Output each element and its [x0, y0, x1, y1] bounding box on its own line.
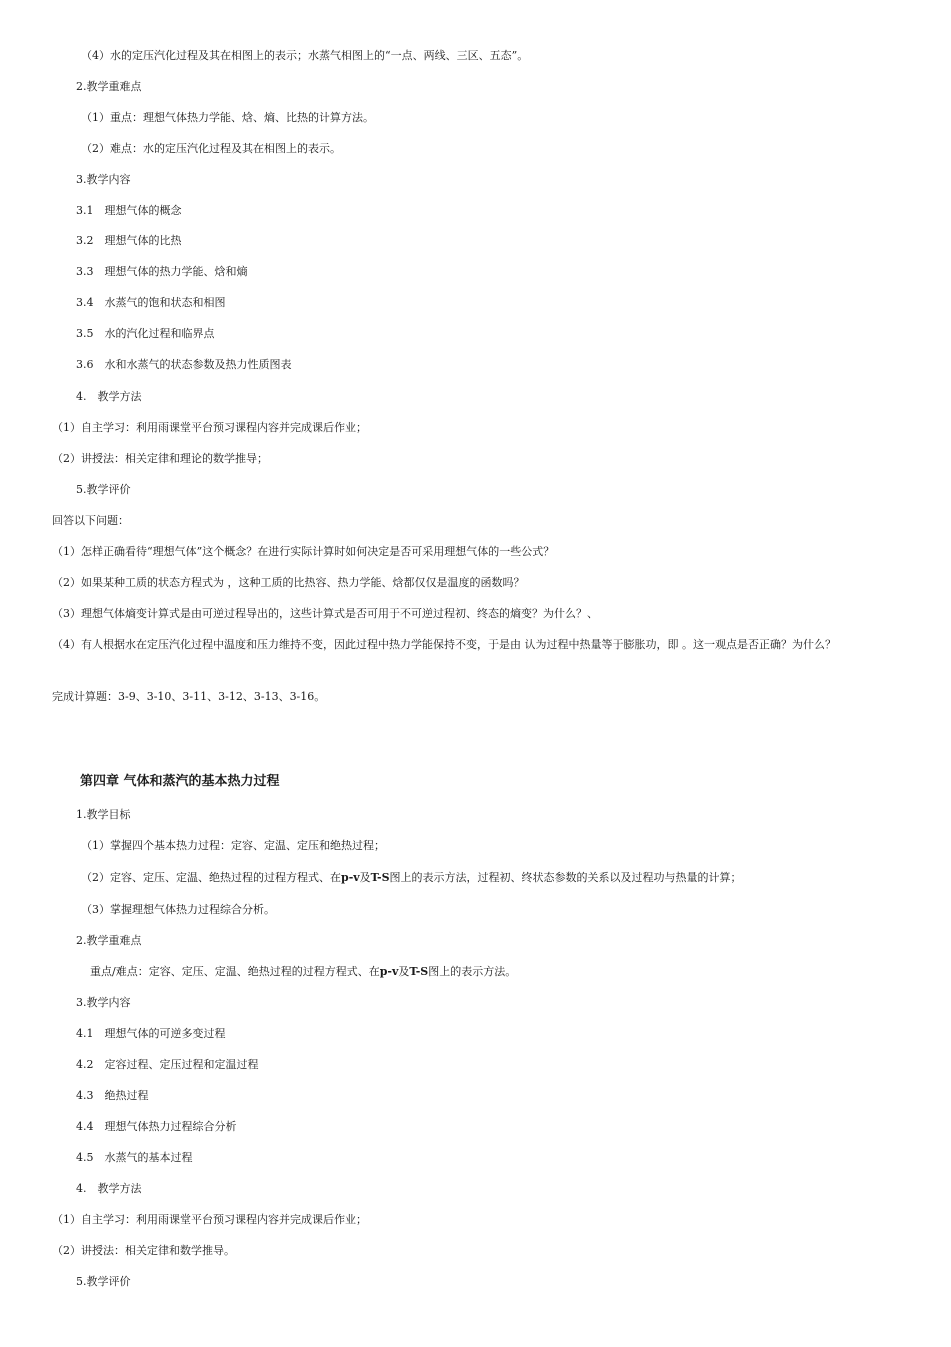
pv-label: p-v: [341, 871, 360, 884]
objective-item: （3）掌握理想气体热力过程综合分析。: [81, 903, 275, 916]
question-item: （2）如果某种工质的状态方程式为 ，这种工质的比热容、热力学能、焓都仅仅是温度的函数吗？: [52, 576, 525, 589]
objective-text: 及: [359, 871, 371, 884]
pv-label: p-v: [379, 965, 399, 978]
content-item: 3.5 水的汽化过程和临界点: [76, 327, 215, 340]
content-heading: 3.教学内容: [76, 996, 131, 1009]
chapter-title: 第四章 气体和蒸汽的基本热力过程: [80, 774, 280, 789]
objective-text: 图上的表示方法，过程初、终状态参数的关系以及过程功与热量的计算；: [389, 871, 742, 884]
objective-item: （1）掌握四个基本热力过程：定容、定温、定压和绝热过程；: [81, 839, 385, 852]
methods-heading: 4. 教学方法: [76, 1182, 142, 1195]
objective-text: （2）定容、定压、定温、绝热过程的过程方程式、在: [81, 871, 341, 884]
difficult-point: （2）难点：水的定压汽化过程及其在相图上的表示。: [81, 142, 341, 155]
method-item: （2）讲授法：相关定律和数学推导。: [52, 1244, 235, 1257]
key-point-text: 及: [398, 965, 410, 978]
key-point: （1）重点：理想气体热力学能、焓、熵、比热的计算方法。: [81, 111, 374, 124]
key-point-text: 图上的表示方法。: [428, 965, 517, 978]
content-item: 4.4 理想气体热力过程综合分析: [76, 1120, 237, 1133]
key-point-text: 重点/难点：定容、定压、定温、绝热过程的过程方程式、在: [90, 965, 380, 978]
content-item: 3.3 理想气体的热力学能、焓和熵: [76, 265, 248, 278]
content-item: 4.5 水蒸气的基本过程: [76, 1151, 193, 1164]
key-points-heading: 2.教学重难点: [76, 934, 142, 947]
content-item: 3.4 水蒸气的饱和状态和相图: [76, 296, 226, 309]
key-point: [90, 964, 516, 980]
questions-intro: 回答以下问题：: [52, 514, 129, 527]
content-item: 3.1 理想气体的概念: [76, 204, 182, 217]
content-item: 3.2 理想气体的比热: [76, 234, 182, 247]
content-item: 4.2 定容过程、定压过程和定温过程: [76, 1058, 259, 1071]
content-item: 3.6 水和水蒸气的状态参数及热力性质图表: [76, 358, 292, 371]
content-item: 4.3 绝热过程: [76, 1089, 149, 1102]
evaluation-heading: 5.教学评价: [76, 1275, 131, 1288]
ts-label: T-S: [370, 871, 390, 884]
question-item: （4）有人根据水在定压汽化过程中温度和压力维持不变，因此过程中热力学能保持不变，于是由 认为过程中热量等于膨胀功，即 。这一观点是否正确？为什么？: [52, 638, 836, 651]
methods-heading: 4. 教学方法: [76, 390, 142, 403]
ts-label: T-S: [409, 965, 429, 978]
objectives-heading: 1.教学目标: [76, 808, 131, 821]
question-item: （1）怎样正确看待“理想气体”这个概念？在进行实际计算时如何决定是否可采用理想气体的一些公式？: [52, 545, 555, 558]
exercises: 完成计算题：3-9、3-10、3-11、3-12、3-13、3-16。: [52, 690, 326, 703]
evaluation-heading: 5.教学评价: [76, 483, 131, 496]
method-item: （1）自主学习：利用雨课堂平台预习课程内容并完成课后作业；: [52, 421, 367, 434]
objective-item-4: （4）水的定压汽化过程及其在相图上的表示；水蒸气相图上的“一点、两线、三区、五态”。: [81, 49, 529, 62]
objective-item: [81, 870, 742, 886]
key-points-heading: 2.教学重难点: [76, 80, 142, 93]
content-heading: 3.教学内容: [76, 173, 131, 186]
method-item: （2）讲授法：相关定律和理论的数学推导；: [52, 452, 268, 465]
question-item: （3）理想气体熵变计算式是由可逆过程导出的，这些计算式是否可用于不可逆过程初、终态的熵变？为什么？、: [52, 607, 598, 620]
content-item: 4.1 理想气体的可逆多变过程: [76, 1027, 226, 1040]
method-item: （1）自主学习：利用雨课堂平台预习课程内容并完成课后作业；: [52, 1213, 367, 1226]
